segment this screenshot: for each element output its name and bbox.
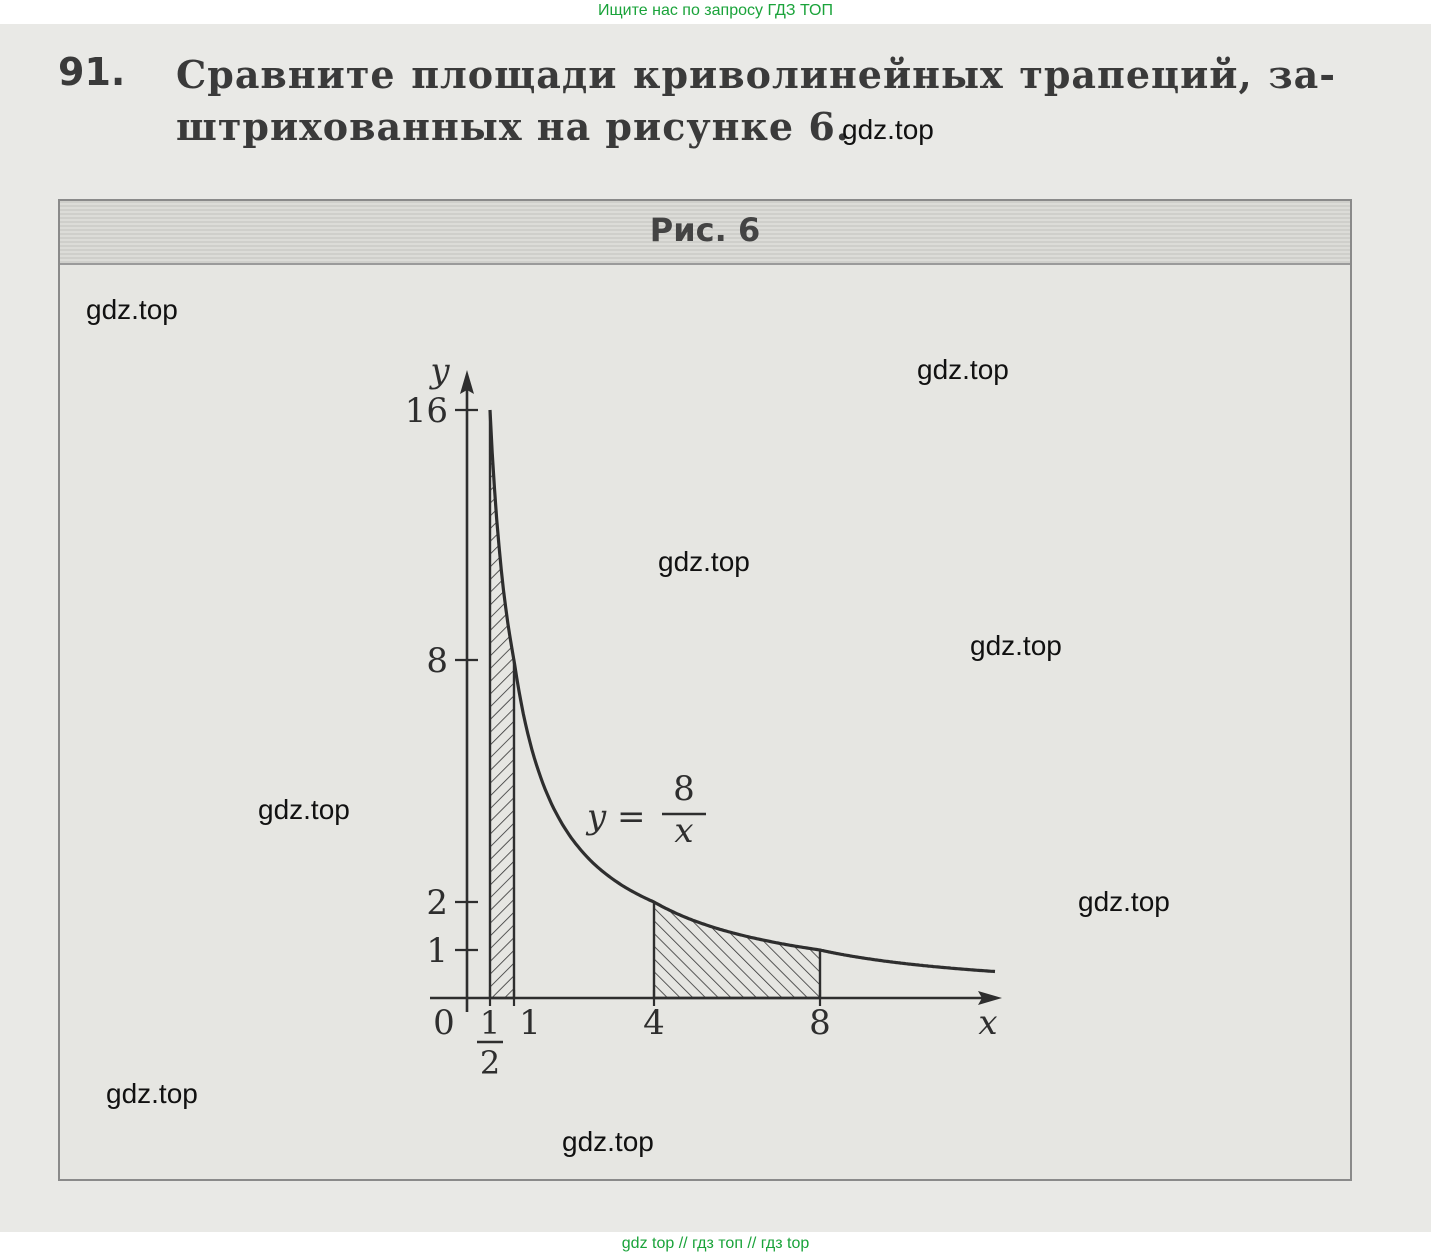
watermark: gdz.top <box>1078 886 1170 917</box>
function-label-numerator: 8 <box>673 769 695 809</box>
shaded-region-2 <box>654 902 820 998</box>
watermark: gdz.top <box>842 114 934 145</box>
y-tick-label: 8 <box>426 641 448 681</box>
x-tick-label: 1 <box>519 1003 541 1043</box>
function-label <box>585 769 706 851</box>
top-banner[interactable]: Ищите нас по запросу ГДЗ ТОП <box>598 2 833 19</box>
problem-text-line-2: штрихованных на рисунке 6. <box>176 104 850 149</box>
watermark: gdz.top <box>562 1126 654 1157</box>
watermark: gdz.top <box>917 354 1009 385</box>
x-tick-label-half-numerator: 1 <box>479 1004 501 1042</box>
x-axis-label: x <box>978 1003 998 1043</box>
problem-text-line-1: Сравните площади криволинейных трапеций, за- <box>176 52 1336 97</box>
x-tick-label-half-denominator: 2 <box>479 1044 501 1082</box>
y-tick-label: 1 <box>426 931 448 971</box>
watermark: gdz.top <box>658 546 750 577</box>
problem-number: 91. <box>58 50 126 94</box>
watermark: gdz.top <box>86 294 178 325</box>
x-tick-label: 4 <box>643 1003 665 1043</box>
function-label-lhs: y = <box>587 797 646 837</box>
watermark: gdz.top <box>106 1078 198 1109</box>
y-axis-label: y <box>430 351 450 391</box>
function-label-denominator: x <box>674 811 694 851</box>
origin-label: 0 <box>433 1003 455 1043</box>
watermark: gdz.top <box>258 794 350 825</box>
x-tick-label: 8 <box>809 1003 831 1043</box>
bottom-banner[interactable]: gdz top // гдз топ // гдз top <box>621 1235 810 1252</box>
figure-title: Рис. 6 <box>649 211 761 249</box>
hyperbola-curve <box>490 410 995 972</box>
y-tick-label: 16 <box>404 391 448 431</box>
watermark: gdz.top <box>970 630 1062 661</box>
y-tick-label: 2 <box>426 883 448 923</box>
